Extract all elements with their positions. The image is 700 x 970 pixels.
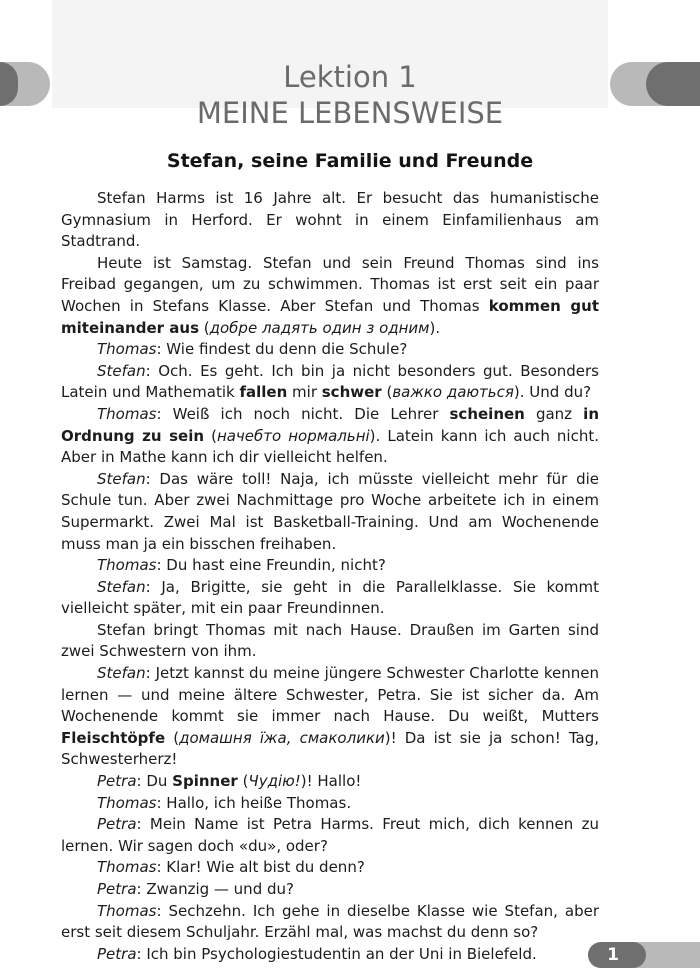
italic-text: Thomas (97, 901, 157, 920)
italic-text: Stefan (97, 361, 146, 380)
text-run: Stefan bringt Thomas mit nach Hause. Draußen im Garten sind zwei Schwestern von ihm. (61, 620, 599, 661)
page-number-tab (588, 942, 700, 968)
paragraph (61, 555, 599, 577)
bold-term: kommen gut miteinander aus (61, 296, 599, 337)
text-run: : Ich bin Psychologiestudentin an der Uni in Bielefeld. (136, 944, 537, 963)
paragraph (61, 771, 599, 793)
bold-term: scheinen (449, 404, 525, 423)
text-run: ( (165, 728, 180, 747)
paragraph (61, 879, 599, 901)
text-run: ). (429, 318, 441, 337)
page-number: 1 (607, 945, 619, 965)
paragraph (61, 469, 599, 555)
lesson-label: Lektion 1 (283, 60, 417, 94)
italic-text: Thomas (97, 556, 157, 575)
text-run: : Sechzehn. Ich gehe in dieselbe Klasse wie Stefan, aber erst seit diesem Schuljahr. Erzähl mal, was machst du denn so? (61, 901, 599, 942)
paragraph (61, 857, 599, 879)
italic-text: добре ладять один з одним (209, 318, 430, 337)
paragraph (61, 901, 599, 944)
italic-text: Stefan (97, 664, 146, 683)
text-run: Heute ist Samstag. Stefan und sein Freund Thomas sind ins Freibad gegangen, um zu schwimmen. Thomas ist erst seit ein paar Wochen in Stefans Klasse. Aber Stefan und Thomas (61, 253, 599, 315)
text-run: ). Und du? (513, 383, 592, 402)
italic-text: Stefan (97, 469, 146, 488)
italic-text: Petra (97, 772, 137, 791)
text-run: ( (237, 772, 249, 791)
text-run: mir (287, 383, 322, 402)
text-run: : Klar! Wie alt bist du denn? (156, 858, 365, 877)
italic-text: Thomas (97, 858, 157, 877)
bold-term: Spinner (172, 772, 238, 791)
italic-text: начебто нормальні (216, 426, 370, 445)
text-run: : Wie findest du denn die Schule? (156, 340, 408, 359)
bold-term: Fleischtöpfe (61, 728, 166, 747)
text-run: : Du hast eine Freundin, nicht? (156, 556, 386, 575)
italic-text: Thomas (97, 404, 157, 423)
paragraph (61, 793, 599, 815)
italic-text: Thomas (97, 793, 157, 812)
paragraph (61, 253, 599, 339)
italic-text: Stefan (97, 577, 146, 596)
paragraph (61, 814, 599, 857)
paragraph (61, 339, 599, 361)
paragraph (61, 577, 599, 620)
text-run: : Du (136, 772, 173, 791)
text-run: : Hallo, ich heiße Thomas. (156, 793, 352, 812)
text-run: : Och. Es geht. Ich bin ja nicht besonders gut. Besonders Latein und Mathematik (61, 361, 599, 402)
italic-text: Petra (97, 880, 137, 898)
text-run: : Ja, Brigitte, sie geht in die Parallelklasse. Sie kommt vielleicht später, mit ein paar Freundinnen. (61, 577, 599, 618)
text-run: Stefan Harms ist 16 Jahre alt. Er besucht das humanistische Gymnasium in Herford. Er wohnt in einem Einfamilienhaus am Stadtrand. (61, 189, 599, 251)
paragraph (61, 663, 599, 771)
text-run: : Weiß ich noch nicht. Die Lehrer (156, 404, 450, 423)
italic-text: Thomas (97, 340, 157, 359)
italic-text: домашня їжа, смаколики (179, 728, 385, 747)
chapter-title: MEINE LEBENSWEISE (196, 96, 504, 130)
text-run: )! Hallo! (300, 772, 362, 791)
text-run: : Mein Name ist Petra Harms. Freut mich, dich kennen zu lernen. Wir sagen doch «du», oder? (61, 815, 599, 855)
text-run: : Jetzt kannst du meine jüngere Schwester Charlotte kennen lernen — und meine ältere Schwester, Petra. Sie ist sicher da. Am Wochenende kommt sie immer nach Hause. Du weißt, Mutters (61, 664, 599, 726)
text-run: )! Da ist sie ja schon! Tag, Schwesterherz! (61, 728, 599, 769)
italic-text: Petra (97, 815, 137, 834)
text-run: ( (199, 318, 210, 337)
paragraph (61, 620, 599, 663)
text-run: ). Latein kann ich auch nicht. Aber in Mathe kann ich dir vielleicht helfen. (61, 426, 599, 467)
text-run: : Das wäre toll! Naja, ich müsste vielleicht mehr für die Schule tun. Aber zwei Nachmittage pro Woche arbeitete ich in einem Supermarkt. Zwei Mal ist Basketball-Training. Und am Wochenende muss man ja ein bisschen freihaben. (61, 469, 599, 553)
bold-term: in Ordnung zu sein (61, 404, 599, 445)
text-run: ganz (524, 404, 584, 423)
paragraph (61, 404, 599, 469)
text-run: ( (204, 426, 217, 445)
paragraph (61, 944, 599, 966)
paragraph (61, 188, 599, 253)
body-text (61, 188, 599, 965)
bold-term: fallen (239, 383, 288, 402)
text-run: : Zwanzig — und du? (136, 880, 294, 898)
paragraph (61, 361, 599, 404)
italic-text: важко даються (392, 383, 514, 402)
section-title: Stefan, seine Familie und Freunde (166, 150, 534, 172)
italic-text: Petra (97, 944, 137, 963)
text-run: ( (381, 383, 393, 402)
italic-text: Чудію! (248, 772, 301, 791)
bold-term: schwer (321, 383, 382, 402)
